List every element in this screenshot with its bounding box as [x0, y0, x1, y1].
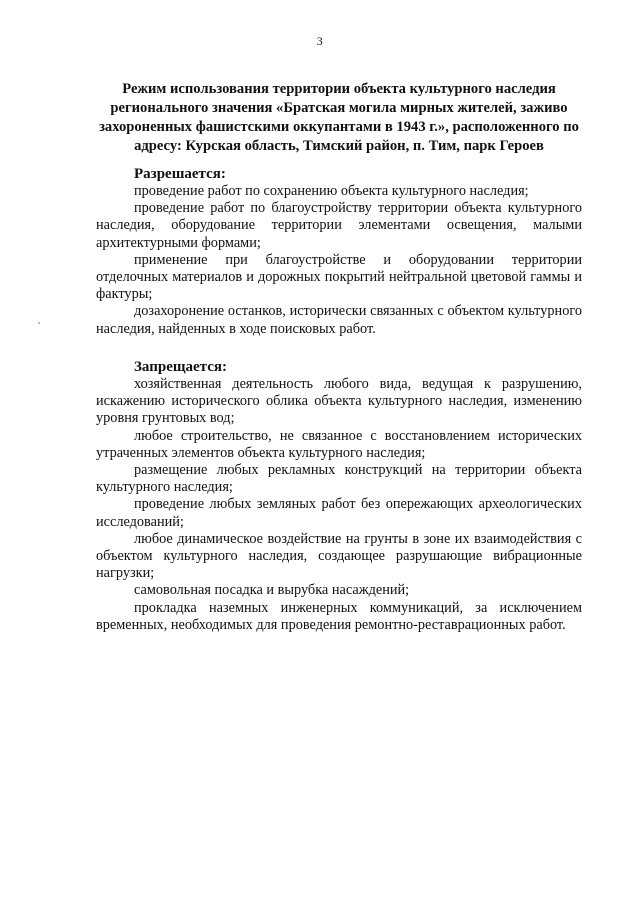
allowed-item: применение при благоустройстве и оборудовании территории отделочных материалов и дорожных покрытий нейтральной цветовой гаммы и фактуры;: [96, 251, 582, 303]
allowed-heading: Разрешается:: [134, 166, 226, 182]
forbidden-item: самовольная посадка и вырубка насаждений;: [134, 582, 410, 599]
forbidden-heading: Запрещается:: [134, 359, 228, 375]
allowed-item: проведение работ по благоустройству территории объекта культурного наследия, оборудование территории элементами освещения, малыми архитектурными формами;: [96, 200, 582, 251]
allowed-item: дозахоронение останков, исторически связанных с объектом культурного наследия, найденных в ходе поисковых работ.: [96, 303, 582, 337]
forbidden-item: хозяйственная деятельность любого вида, ведущая к разрушению, искажению исторического облика объекта культурного наследия, изменению уровня грунтовых вод;: [96, 376, 582, 427]
forbidden-section: [96, 358, 582, 634]
scan-speck: [38, 322, 40, 324]
forbidden-item: любое строительство, не связанное с восстановлением исторических утраченных элементов объекта культурного наследия;: [96, 427, 582, 461]
document-title: Режим использования территории объекта культурного наследия регионального значения «Братская могила мирных жителей, заживо захороненных фашистскими оккупантами в 1943 г.», расположенного по адресу: Курская область, Тимский район, п. Тим, парк Героев: [99, 81, 579, 154]
allowed-section: [96, 165, 582, 338]
forbidden-item: прокладка наземных инженерных коммуникаций, за исключением временных, необходимых для проведения ремонтно-реставрационных работ.: [96, 599, 582, 633]
page-number: 3: [316, 34, 324, 48]
forbidden-item: размещение любых рекламных конструкций на территории объекта культурного наследия;: [96, 462, 582, 496]
allowed-item: проведение работ по сохранению объекта культурного наследия;: [134, 183, 529, 199]
forbidden-item: любое динамическое воздействие на грунты в зоне их взаимодействия с объектом культурного наследия, создающее разрушающие вибрационные нагрузки;: [96, 530, 582, 582]
forbidden-item: проведение любых земляных работ без опережающих археологических исследований;: [96, 496, 582, 530]
